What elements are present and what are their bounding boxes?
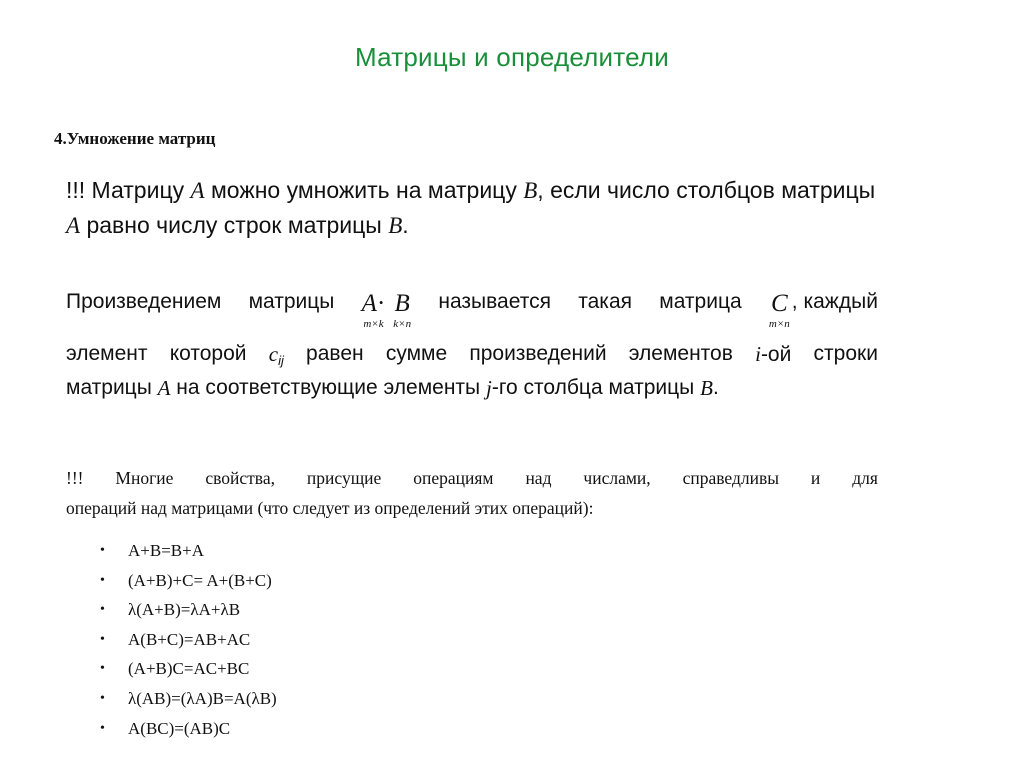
bullet-icon: • (100, 572, 105, 588)
note-word: для (852, 468, 878, 488)
properties-list (100, 536, 277, 743)
definition-word: называется (438, 290, 551, 313)
matrix-a-dim (362, 290, 386, 330)
definition-word: , каждый (791, 290, 878, 313)
note-word: присущие (306, 468, 382, 488)
definition-word: элементов (628, 342, 733, 365)
matrix-c-group (769, 290, 878, 330)
property-formula: λ(AB)=(λA)B=A(λB) (128, 688, 277, 708)
note-word: Многие (115, 468, 174, 488)
property-formula: λ(A+B)=λA+λB (128, 600, 241, 620)
bullet-icon: • (100, 631, 105, 647)
element-subscript: ij (278, 353, 284, 368)
rule-text: . (402, 212, 409, 238)
multiply-dot: · (376, 290, 386, 317)
matrix-c-dimension: m×n (768, 318, 790, 330)
bullet-icon: • (100, 720, 105, 736)
bullet-icon: • (100, 602, 105, 618)
bullet-icon: • (100, 661, 105, 677)
matrix-b-symbol: B (523, 178, 538, 203)
matrix-c-symbol: C (771, 290, 788, 317)
list-item (100, 714, 277, 744)
note-word: !!! (66, 468, 84, 488)
rule-line-2 (66, 208, 878, 243)
definition-word: Произведением (66, 290, 222, 313)
rule-text: !!! Матрицу (66, 177, 191, 203)
list-item (100, 684, 277, 714)
matrix-b-symbol: B (394, 290, 410, 317)
property-formula: A+B=B+A (128, 541, 204, 560)
note-word: над (525, 468, 552, 488)
note-word: числами, (583, 468, 651, 488)
definition-word: равен (306, 342, 364, 365)
note-word: операциям (413, 468, 494, 488)
element-symbol: c (268, 342, 279, 366)
definition-text: на соответствующие элементы (170, 376, 486, 399)
definition-text: -го столбца матрицы (491, 376, 701, 399)
rule-text: можно умножить на матрицу (204, 177, 524, 203)
matrix-a-symbol: A (157, 376, 171, 400)
matrix-a-dimension: m×k (363, 318, 384, 330)
matrix-b-dimension: k×n (393, 318, 412, 330)
list-item (100, 536, 277, 566)
bullet-icon: • (100, 543, 105, 558)
rule-paragraph (66, 173, 878, 243)
definition-line-3 (66, 376, 878, 410)
row-index-word (755, 342, 791, 367)
definition-word: матрица (659, 290, 742, 313)
definition-line-1 (66, 290, 878, 338)
properties-note (66, 463, 878, 523)
property-formula: A(BC)=(AB)C (128, 718, 231, 738)
definition-word: которой (169, 342, 247, 365)
list-item (100, 595, 277, 625)
definition-paragraph (66, 290, 878, 410)
definition-word: сумме (385, 342, 448, 365)
property-formula: A(B+C)=AB+AC (128, 629, 251, 649)
slide-title: Матрицы и определители (355, 42, 669, 72)
property-formula: (A+B)C=AC+BC (128, 659, 250, 679)
index-i: i (755, 342, 761, 366)
definition-word: такая (578, 290, 632, 313)
properties-note-line-1 (66, 463, 878, 493)
list-item (100, 625, 277, 655)
property-formula: (A+B)+C= A+(B+C) (128, 570, 272, 590)
bullet-icon: • (100, 690, 105, 706)
definition-text: . (712, 376, 719, 399)
matrix-c-dim (769, 290, 790, 330)
rule-text: , если число столбцов матрицы (537, 177, 876, 203)
list-item (100, 654, 277, 684)
element-cij (269, 342, 284, 368)
definition-word: -ой (760, 343, 792, 366)
definition-text: матрицы (66, 376, 158, 399)
note-word: справедливы (682, 468, 779, 488)
rule-line-1 (66, 173, 878, 208)
properties-note-line-2: операций над матрицами (что следует из определений этих операций): (66, 498, 594, 518)
matrix-b-symbol: B (388, 213, 403, 238)
matrix-b-dim (393, 290, 411, 330)
matrix-a-symbol: A (361, 290, 377, 317)
definition-word: строки (813, 342, 878, 365)
list-item (100, 566, 277, 596)
matrix-a-symbol: A (66, 213, 81, 238)
section-heading: 4.Умножение матриц (54, 129, 216, 148)
product-formula (362, 290, 411, 330)
rule-text: равно числу строк матрицы (80, 212, 389, 238)
note-word: свойства, (205, 468, 275, 488)
definition-word: матрицы (248, 290, 335, 313)
matrix-b-symbol: B (700, 376, 713, 400)
definition-word: элемент (66, 342, 148, 365)
matrix-a-symbol: A (190, 178, 205, 203)
index-j: j (485, 376, 492, 400)
definition-line-2 (66, 342, 878, 376)
note-word: и (810, 468, 821, 488)
definition-word: произведений (469, 342, 607, 365)
